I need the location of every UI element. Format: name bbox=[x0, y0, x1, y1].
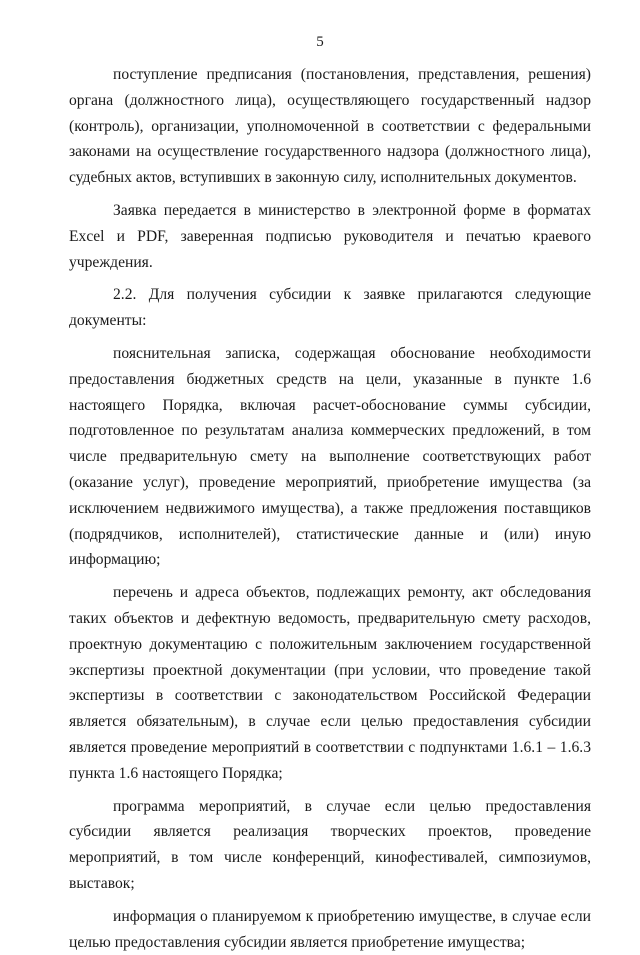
paragraph: Заявка передается в министерство в электронной форме в форматах Excel и PDF, заверенная подписью руководителя и печатью краевого учреждения. bbox=[69, 201, 591, 271]
paragraph: поступление предписания (постановления, представления, решения) органа (должностного лица), осуществляющего государственный надзор (контроль), организации, уполномоченной в соответствии с федеральными законами на осуществление государственного надзора (должностного лица), судебных актов, вступивших в законную силу, исполнительных документов. bbox=[69, 66, 591, 187]
paragraph: пояснительная записка, содержащая обоснование необходимости предоставления бюджетных средств на цели, указанные в пункте 1.6 настоящего Порядка, включая расчет-обоснование суммы субсидии, подготовленное по результатам анализа коммерческих предложений, в том числе предварительную смету на выполнение соответствующих работ (оказание услуг), проведение мероприятий, приобретение имущества (за исключением недвижимого имущества), а также предложения поставщиков (подрядчиков, исполнителей), статистические данные и (или) иную информацию; bbox=[69, 344, 591, 569]
document-body bbox=[69, 62, 591, 955]
paragraph: программа мероприятий, в случае если целью предоставления субсидии является реализация творческих проектов, проведение мероприятий, в том числе конференций, кинофестивалей, симпозиумов, выставок; bbox=[69, 797, 591, 892]
paragraph: перечень и адреса объектов, подлежащих ремонту, акт обследования таких объектов и дефектную ведомость, предварительную смету расходов, проектную документацию с положительным заключением государственной экспертизы проектной документации (при условии, что проведение такой экспертизы в соответствии с законодательством Российской Федерации является обязательным), в случае если целью предоставления субсидии является проведение мероприятий в соответствии с подпунктами 1.6.1 – 1.6.3 пункта 1.6 настоящего Порядка; bbox=[69, 584, 591, 782]
paragraph: информация о планируемом к приобретению имуществе, в случае если целью предоставления субсидии является приобретение имущества; bbox=[69, 907, 591, 951]
page-number: 5 bbox=[316, 34, 324, 50]
paragraph: 2.2. Для получения субсидии к заявке прилагаются следующие документы: bbox=[69, 286, 591, 330]
